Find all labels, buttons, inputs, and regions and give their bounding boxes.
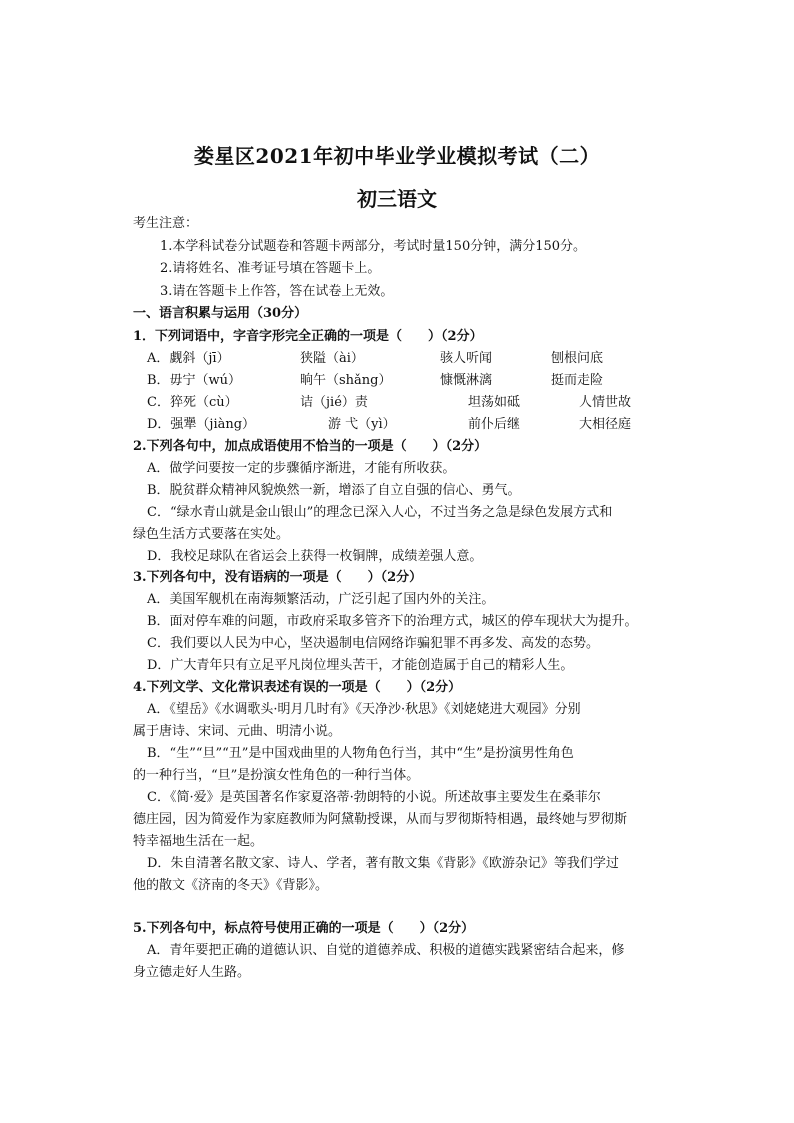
q1-d-1: D．强犟（jiàng） <box>147 417 256 432</box>
q1-d-2: 游 弋（yì） <box>328 417 396 432</box>
notice-item: 3.请在答题卡上作答，答在试卷上无效。 <box>160 284 394 299</box>
q1-b-2: 晌午（shǎng） <box>300 373 392 388</box>
q1-a-1: A．觑斜（jī） <box>147 351 230 366</box>
question-2-stem: 2.下列各句中，加点成语使用不恰当的一项是（ ）（2分） <box>133 439 488 454</box>
q1-b-4: 挺而走险 <box>551 373 604 388</box>
q4-option-c: C．《简·爱》是英国著名作家夏洛蒂·勃朗特的小说。所述故事主要发生在桑菲尔 <box>147 790 601 805</box>
q4-option-b-cont: 的一种行当，“旦”是扮演女性角色的一种行当体。 <box>133 768 420 783</box>
q1-a-2: 狭隘（ài） <box>300 351 364 366</box>
notice-item: 1.本学科试卷分试题卷和答题卡两部分，考试时量150分钟，满分150分。 <box>160 239 587 254</box>
q3-option-b: B．面对停车难的问题，市政府采取多管齐下的治理方式，城区的停车现状大为提升。 <box>147 614 638 629</box>
q2-option-d: D．我校足球队在省运会上获得一枚铜牌，成绩差强人意。 <box>147 549 483 564</box>
question-3-stem: 3.下列各句中，没有语病的一项是（ ）（2分） <box>133 570 423 585</box>
q4-option-c-cont: 德庄园，因为简爱作为家庭教师为阿黛勒授课，从而与罗彻斯特相遇，最终她与罗彻斯 <box>133 812 628 827</box>
q1-d-4: 大相径庭 <box>579 417 632 432</box>
q1-c-1: C．猝死（cù） <box>147 395 238 410</box>
q1-a-3: 骇人听闻 <box>440 351 493 366</box>
q2-option-b: B．脱贫群众精神风貌焕然一新，增添了自立自强的信心、勇气。 <box>147 483 521 498</box>
notice-item: 2.请将姓名、准考证号填在答题卡上。 <box>160 261 381 276</box>
q1-b-1: B．毋宁（wú） <box>147 373 242 388</box>
question-5-stem: 5.下列各句中，标点符号使用正确的一项是（ ）（2分） <box>133 921 475 936</box>
exam-subject: 初三语文 <box>357 187 437 211</box>
exam-title: 娄星区2021年初中毕业学业模拟考试（二） <box>193 144 601 168</box>
q4-option-d: D．朱自清著名散文家、诗人、学者，著有散文集《背影》《欧游杂记》等我们学过 <box>147 856 619 871</box>
q3-option-c: C．我们要以人民为中心，坚决遏制电信网络诈骗犯罪不再多发、高发的态势。 <box>147 636 599 651</box>
q1-c-4: 人情世故 <box>579 395 632 410</box>
q1-c-3: 坦荡如砥 <box>468 395 521 410</box>
q4-option-c-cont: 特幸福地生活在一起。 <box>133 834 264 849</box>
q4-option-a: A．《望岳》《水调歌头·明月几时有》《天净沙·秋思》《刘姥姥进大观园》分别 <box>147 702 581 717</box>
section-heading: 一、语言积累与运用（30分） <box>133 306 308 321</box>
q4-option-a-cont: 属于唐诗、宋词、元曲、明清小说。 <box>133 724 342 739</box>
question-1-stem: 1．下列词语中，字音字形完全正确的一项是（ ）（2分） <box>133 329 483 344</box>
q1-b-3: 慷慨淋漓 <box>440 373 493 388</box>
q1-d-3: 前仆后继 <box>468 417 521 432</box>
q4-option-d-cont: 他的散文《济南的冬天》《背影》。 <box>133 878 329 893</box>
q3-option-d: D．广大青年只有立足平凡岗位埋头苦干，才能创造属于自己的精彩人生。 <box>147 658 574 673</box>
q1-c-2: 诘（jié）责 <box>300 395 368 410</box>
q4-option-b: B．“生”“旦”“丑”是中国戏曲里的人物角色行当，其中“生”是扮演男性角色 <box>147 746 574 761</box>
q1-a-4: 刨根问底 <box>551 351 604 366</box>
q3-option-a: A．美国军舰机在南海频繁活动，广泛引起了国内外的关注。 <box>147 592 495 607</box>
question-4-stem: 4.下列文学、文化常识表述有误的一项是（ ）（2分） <box>133 680 462 695</box>
notice-label: 考生注意： <box>133 216 199 231</box>
q2-option-c-cont: 绿色生活方式要落在实处。 <box>133 527 290 542</box>
q2-option-c: C．“绿水青山就是金山银山”的理念已深入人心，不过当务之急是绿色发展方式和 <box>147 505 613 520</box>
q5-option-a-cont: 身立德走好人生路。 <box>133 965 251 980</box>
q5-option-a: A．青年要把正确的道德认识、自觉的道德养成、积极的道德实践紧密结合起来，修 <box>147 943 625 958</box>
q2-option-a: A．做学问要按一定的步骤循序渐进，才能有所收获。 <box>147 461 456 476</box>
